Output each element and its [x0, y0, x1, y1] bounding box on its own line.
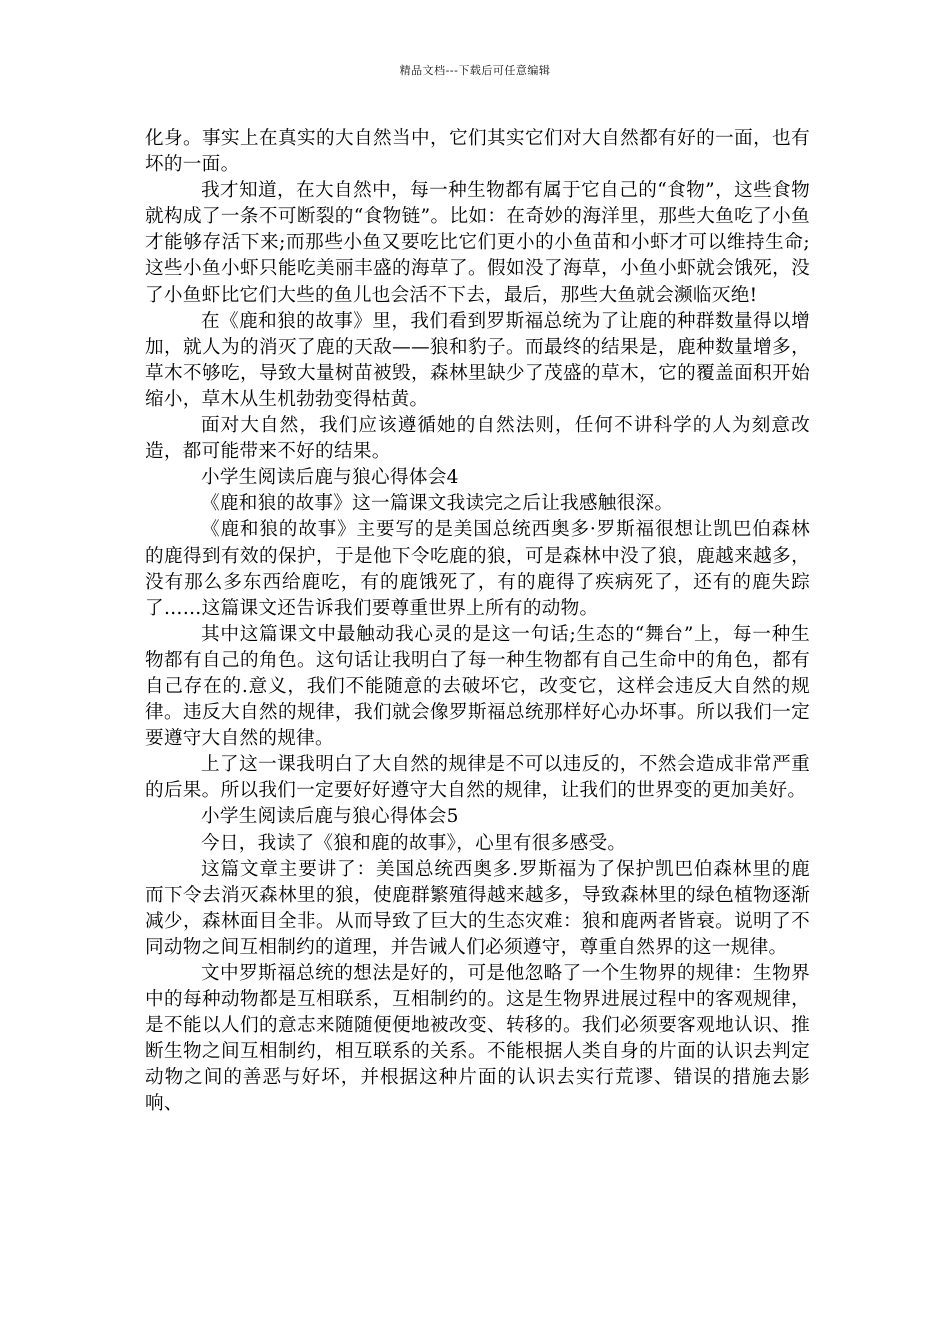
paragraph: 在《鹿和狼的故事》里，我们看到罗斯福总统为了让鹿的种群数量得以增加，就人为的消灭了鹿的天敌——狼和豹子。而最终的结果是，鹿种数量增多，草木不够吃，导致大量树苗被毁，森林里缺少了茂盛的草木，它的覆盖面积开始缩小，草木从生机勃勃变得枯黄。: [145, 310, 810, 410]
page-header: 精品文档---下载后可任意编辑: [399, 64, 551, 77]
document-body: [145, 126, 810, 1118]
paragraph: 今日，我读了《狼和鹿的故事》，心里有很多感受。: [201, 832, 627, 854]
paragraph: 《鹿和狼的故事》这一篇课文我读完之后让我感触很深。: [201, 493, 674, 515]
paragraph: 我才知道，在大自然中，每一种生物都有属于它自己的“食物”，这些食物就构成了一条不可断裂的“食物链”。比如：在奇妙的海洋里，那些大鱼吃了小鱼才能够存活下来;而那些小鱼又要吃比它们更小的小鱼苗和小虾才可以维持生命;这些小鱼小虾只能吃美丽丰盛的海草了。假如没了海草，小鱼小虾就会饿死，没了小鱼虾比它们大些的鱼儿也会活不下去，最后，那些大鱼就会濒临灭绝!: [145, 180, 810, 306]
paragraph: 文中罗斯福总统的想法是好的，可是他忽略了一个生物界的规律：生物界中的每种动物都是互相联系，互相制约的。这是生物界进展过程中的客观规律，是不能以人们的意志来随随便便地被改变、转移的。我们必须要客观地认识、推断生物之间互相制约，相互联系的关系。不能根据人类自身的片面的认识去判定动物之间的善恶与好坏，并根据这种片面的认识去实行荒谬、错误的措施去影响、: [145, 963, 810, 1115]
section-heading: 小学生阅读后鹿与狼心得体会5: [201, 806, 459, 828]
paragraph: 这篇文章主要讲了：美国总统西奥多.罗斯福为了保护凯巴伯森林里的鹿而下令去消灭森林里的狼，使鹿群繁殖得越来越多，导致森林里的绿色植物逐渐减少，森林面目全非。从而导致了巨大的生态灾难：狼和鹿两者皆衰。说明了不同动物之间互相制约的道理，并告诫人们必须遵守，尊重自然界的这一规律。: [145, 858, 810, 958]
paragraph: 上了这一课我明白了大自然的规律是不可以违反的，不然会造成非常严重的后果。所以我们一定要好好遵守大自然的规律，让我们的世界变的更加美好。: [145, 754, 810, 802]
paragraph: 面对大自然，我们应该遵循她的自然法则，任何不讲科学的人为刻意改造，都可能带来不好的结果。: [145, 415, 810, 463]
section-heading: 小学生阅读后鹿与狼心得体会4: [201, 467, 459, 489]
paragraph: 《鹿和狼的故事》主要写的是美国总统西奥多·罗斯福很想让凯巴伯森林的鹿得到有效的保护，于是他下令吃鹿的狼，可是森林中没了狼，鹿越来越多，没有那么多东西给鹿吃，有的鹿饿死了，有的鹿得了疾病死了，还有的鹿失踪了……这篇课文还告诉我们要尊重世界上所有的动物。: [145, 519, 810, 619]
paragraph-continued: 化身。事实上在真实的大自然当中，它们其实它们对大自然都有好的一面，也有坏的一面。: [145, 128, 810, 176]
paragraph: 其中这篇课文中最触动我心灵的是这一句话;生态的“舞台”上，每一种生物都有自己的角色。这句话让我明白了每一种生物都有自己生命中的角色，都有自己存在的.意义，我们不能随意的去破坏它，改变它，这样会违反大自然的规律。违反大自然的规律，我们就会像罗斯福总统那样好心办坏事。所以我们一定要遵守大自然的规律。: [145, 623, 810, 750]
